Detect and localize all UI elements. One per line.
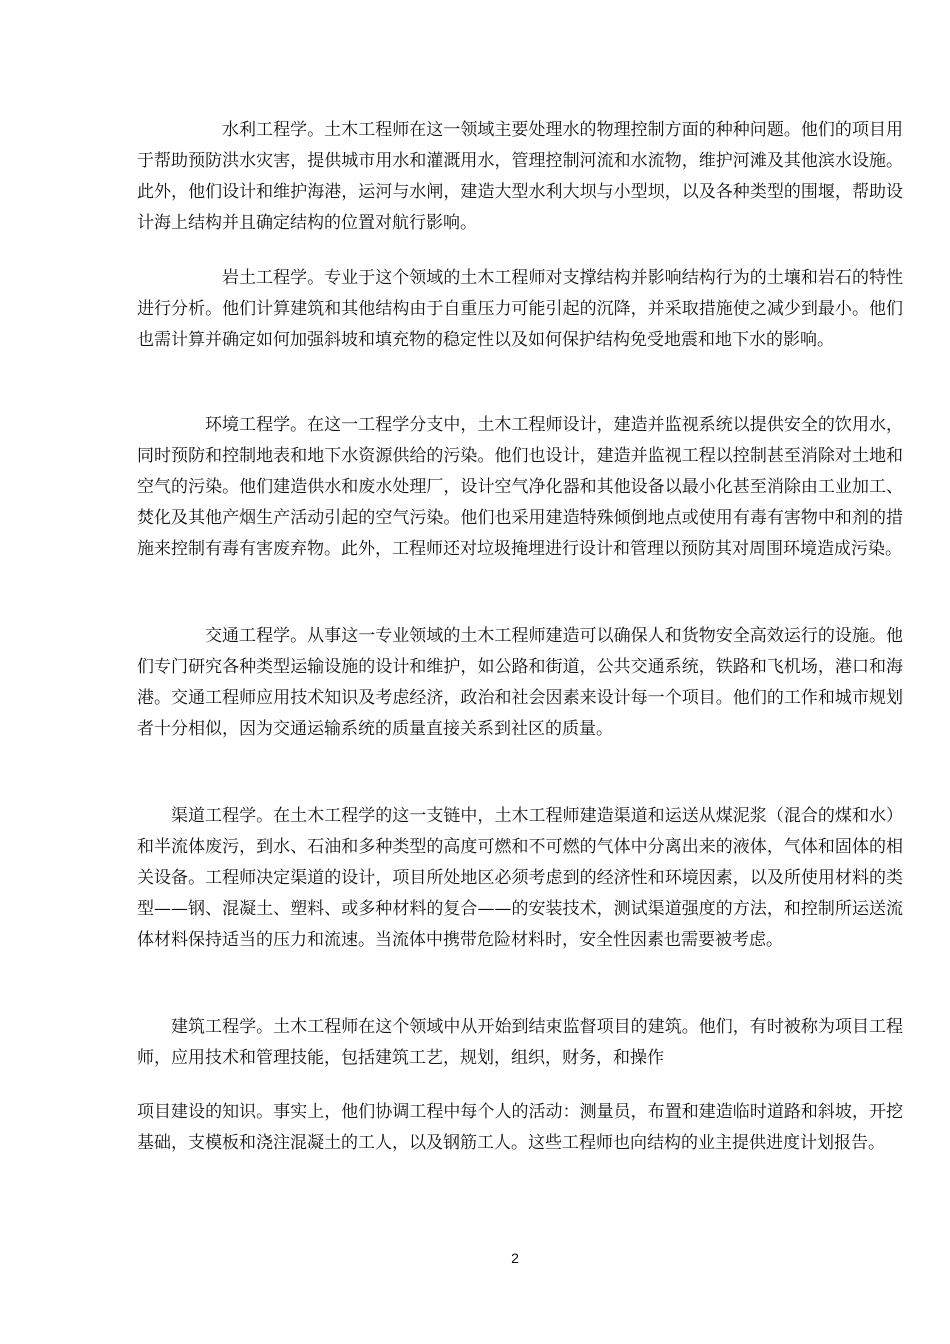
- paragraph-geotechnical-engineering: 岩土工程学。专业于这个领域的土木工程师对支撑结构并影响结构行为的土壤和岩石的特性进行分析。他们计算建筑和其他结构由于自重压力可能引起的沉降，并采取措施使之减少到最小。他们也需计算并确定如何加强斜坡和填充物的稳定性以及如何保护结构免受地震和地下水的影响。: [137, 268, 903, 350]
- paragraph-transportation-engineering: 交通工程学。从事这一专业领域的土木工程师建造可以确保人和货物安全高效运行的设施。他们专门研究各种类型运输设施的设计和维护，如公路和街道，公共交通系统，铁路和飞机场，港口和海港。交通工程师应用技术知识及考虑经济，政治和社会因素来设计每一个项目。他们的工作和城市规划者十分相似，因为交通运输系统的质量直接关系到社区的质量。: [137, 626, 903, 739]
- paragraph-hydraulic-engineering: 水利工程学。土木工程师在这一领域主要处理水的物理控制方面的种种问题。他们的项目用于帮助预防洪水灾害，提供城市用水和灌溉用水，管理控制河流和水流物，维护河滩及其他滨水设施。此外，他们设计和维护海港，运河与水闸，建造大型水利大坝与小型坝，以及各种类型的围堰，帮助设计海上结构并且确定结构的位置对航行影响。: [137, 120, 903, 233]
- paragraph-construction-engineering: 建筑工程学。土木工程师在这个领域中从开始到结束监督项目的建筑。他们，有时被称为项目工程师，应用技术和管理技能，包括建筑工艺，规划，组织，财务，和操作: [137, 1017, 903, 1068]
- paragraph-construction-engineering-continued: 项目建设的知识。事实上，他们协调工程中每个人的活动：测量员，布置和建造临时道路和斜坡，开挖基础，支模板和浇注混凝土的工人，以及钢筋工人。这些工程师也向结构的业主提供进度计划报告。: [137, 1102, 903, 1153]
- paragraph-environmental-engineering: 环境工程学。在这一工程学分支中，土木工程师设计，建造并监视系统以提供安全的饮用水，同时预防和控制地表和地下水资源供给的污染。他们也设计，建造并监视工程以控制甚至消除对土地和空气的污染。他们建造供水和废水处理厂，设计空气净化器和其他设备以最小化甚至消除由工业加工、焚化及其他产烟生产活动引起的空气污染。他们也采用建造特殊倾倒地点或使用有毒有害物中和剂的措施来控制有毒有害废弃物。此外，工程师还对垃圾掩埋进行设计和管理以预防其对周围环境造成污染。: [137, 415, 903, 559]
- paragraph-pipeline-engineering: 渠道工程学。在土木工程学的这一支链中，土木工程师建造渠道和运送从煤泥浆（混合的煤和水）和半流体废污，到水、石油和多种类型的高度可燃和不可燃的气体中分离出来的液体，气体和固体的相关设备。工程师决定渠道的设计，项目所处地区必须考虑到的经济性和环境因素，以及所使用材料的类型——钢、混凝土、塑料、或多种材料的复合——的安装技术，测试渠道强度的方法，和控制所运送流体材料保持适当的压力和流速。当流体中携带危险材料时，安全性因素也需要被考虑。: [137, 806, 903, 950]
- page-number: 2: [511, 1250, 519, 1266]
